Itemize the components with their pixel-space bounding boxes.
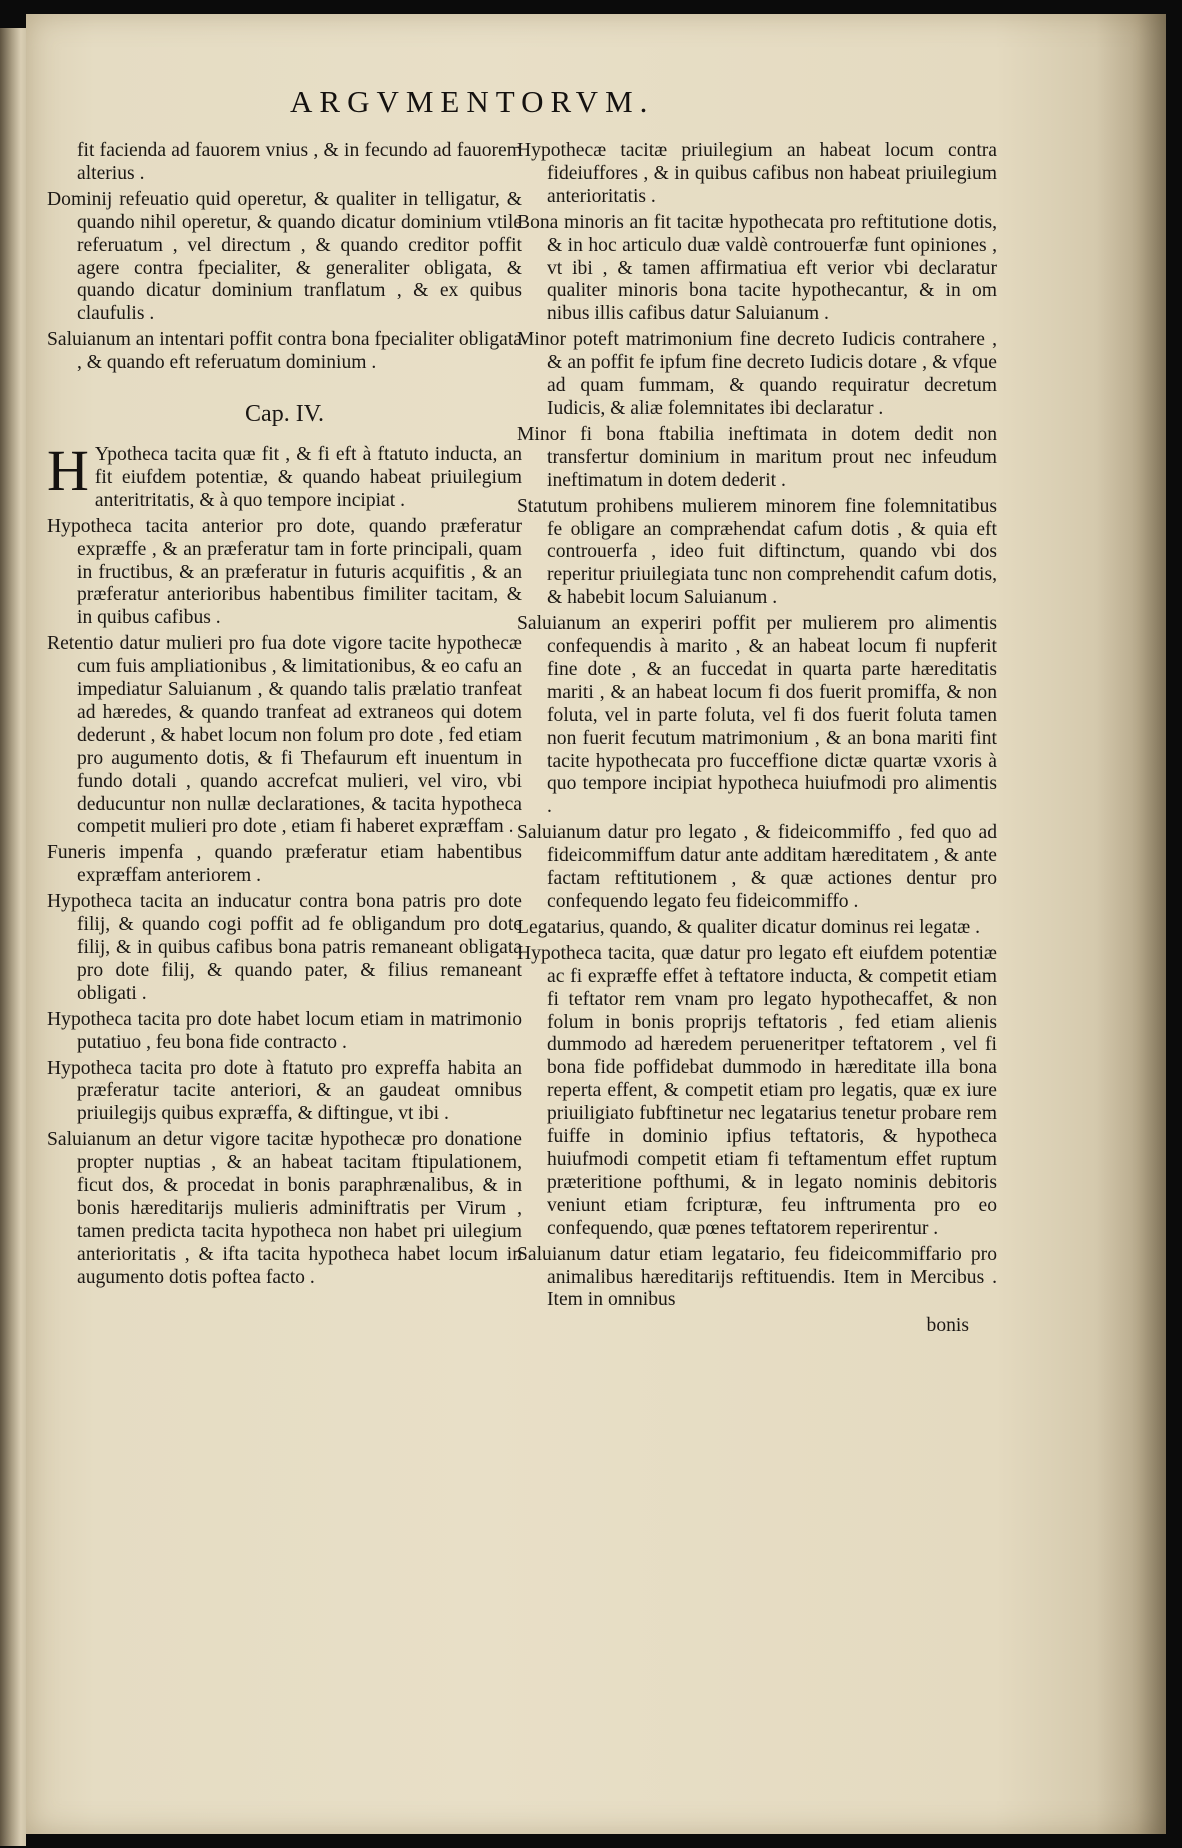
page-edge-shadow: [1096, 14, 1166, 1834]
index-entry: Saluianum an experiri poffit per mulierem pro alimentis confequendis à marito , & an habeat locum fi nupferit fine dote , & an fuccedat in quarta parte hæreditatis mariti , & an habeat locum fi dos fuerit promiffa, & non foluta, vel in parte foluta, vel fi dos fuerit foluta tamen non fuerit fecutum matrimonium , & an bona mariti fint tacite hypothecata pro fucceffione dictæ quartæ vxoris à quo tempore incipiat hypotheca huiufmodi pro alimentis .: [517, 613, 997, 818]
left-column: [47, 140, 522, 1293]
index-entry: Saluianum an detur vigore tacitæ hypothecæ pro donatione propter nuptias , & an habeat tacitam ftipulationem, ficut dos, & procedat in bonis paraphrænalibus, & in bonis hæreditarijs mulieris adminiftratis per Virum , tamen predicta tacita hypotheca non habet pri uilegium anterioritatis , & ifta tacita hypotheca habet locum in augumento dotis poftea facto .: [47, 1129, 522, 1288]
index-entry: Hypotheca tacita anterior pro dote, quando præferatur expræffe , & an præferatur tam in forte principali, quam in fructibus, & an præferatur in futuris acquifitis , & an præferatur anterioribus habentibus fimiliter tacitam, & in quibus cafibus .: [47, 515, 522, 629]
catchword: bonis: [926, 1315, 969, 1337]
chapter-first-entry: [47, 437, 522, 513]
index-entry: Hypotheca tacita an inducatur contra bona patris pro dote filij, & quando cogi poffit ad fe obligandum pro dote filij, & in quibus cafibus bona patris remaneant obligata pro dote filij, & quando pater, & filius remaneant obligati .: [47, 891, 522, 1004]
index-entry: Saluianum datur etiam legatario, feu fideicommiffario pro animalibus hæreditarijs reftituendis. Item in Mercibus . Item in omnibus: [517, 1243, 997, 1311]
drop-cap: H: [47, 437, 89, 503]
index-entry: Dominij refeuatio quid operetur, & qualiter in telligatur, & quando nihil operetur, & quando dicatur dominium vtile referuatum , vel directum , & quando creditor poffit agere contra fpecialiter, & generaliter obligata, & quando dicatur dominium tranflatum , & ex quibus claufulis .: [47, 188, 522, 325]
chapter-heading: Cap. IV.: [245, 401, 324, 428]
index-entry: Minor poteft matrimonium fine decreto Iudicis contrahere , & an poffit fe ipfum fine decreto Iudicis dotare , & vfque ad quam fummam, & quando requiratur decretum Iudicis, & aliæ folemnitates ibi declaratur .: [517, 329, 997, 419]
index-entry: Retentio datur mulieri pro fua dote vigore tacite hypothecæ cum fuis ampliationibus , & limitationibus, & eo cafu an impediatur Saluianum , & quando talis prælatio tranfeat ad hæredes, & quando tranfeat ad extraneos qui dotem dederunt , & habet locum non folum pro dote , fed etiam pro augumento dotis, & fi Thefaurum eft inuentum in fundo dotali , quando accrefcat mulieri, vel viro, vbi deducuntur non nullæ declarationes, & tacita hypotheca competit mulieri pro dote , etiam fi haberet expræffam .: [47, 633, 522, 838]
index-entry: Funeris impenfa , quando præferatur etiam habentibus expræffam anteriorem .: [47, 842, 522, 887]
index-entry: Legatarius, quando, & qualiter dicatur dominus rei legatæ .: [517, 916, 981, 938]
index-entry: Hypotheca tacita pro dote à ftatuto pro expreffa habita an præferatur tacite anteriori, & an gaudeat omnibus priuilegijs quibus expræffa, & diftingue, vt ibi .: [47, 1057, 522, 1125]
index-entry: Minor fi bona ftabilia ineftimata in dotem dedit non transfertur dominium in maritum prout nec infeudum ineftimatum in dotem dederit .: [517, 423, 997, 491]
index-entry: Statutum prohibens mulierem minorem fine folemnitatibus fe obligare an compræhendat cafum dotis , & quia eft controuerfa , ideo fuit diftinctum, quando vbi dos reperitur priuilegiata tunc non comprehendit cafum dotis, & habebit locum Saluianum .: [517, 495, 997, 609]
right-column: [517, 140, 997, 1338]
running-header: ARGVMENTORVM.: [290, 84, 655, 119]
index-entry: Hypothecæ tacitæ priuilegium an habeat locum contra fideiuffores , & in quibus cafibus non habeat priuilegium anterioritatis .: [517, 140, 997, 207]
book-spine: [0, 28, 26, 1846]
index-entry: Hypotheca tacita pro dote habet locum etiam in matrimonio putatiuo , feu bona fide contracto .: [47, 1008, 522, 1053]
chapter-first-text: Ypotheca tacita quæ fit , & fi eft à ftatuto inducta, an fit eiufdem potentiæ, & quando habeat priuilegium anteritritatis, & à quo tempore incipiat .: [94, 443, 522, 511]
intro-continuation: fit facienda ad fauorem vnius , & in fecundo ad fauorem alterius .: [77, 140, 522, 184]
index-entry: Saluianum datur pro legato , & fideicommiffo , fed quo ad fideicommiffum datur ante additam hæreditatem , & ante factam reftitutionem , & quæ actiones dentur pro confequendo legato feu fideicommiffo .: [517, 822, 997, 912]
index-entry: Bona minoris an fit tacitæ hypothecata pro reftitutione dotis, & in hoc articulo duæ valdè controuerfæ funt opiniones , vt ibi , & tamen affirmatiua eft verior vbi declaratur qualiter minoris bona tacite hypothecantur, & in om nibus illis cafibus datur Saluianum .: [517, 211, 997, 325]
index-entry: Saluianum an intentari poffit contra bona fpecialiter obligata , & quando eft referuatum dominium .: [47, 329, 522, 374]
index-entry: Hypotheca tacita, quæ datur pro legato eft eiufdem potentiæ ac fi expræffe effet à teftatore inducta, & competit etiam fi teftator rem vnam pro legato hypothecaffet, & non folum in bonis proprijs teftatoris , fed etiam alienis dummodo ad hæredem perueneritper teftatorem , vel fi bona fide poffidebat dummodo in hæreditate illa bona reperta effent, & competit etiam pro legatis, quæ ex iure priuiligiato fubftinetur nec legatarius tenetur probare rem fuiffe in dominio ipfius teftatoris, & hypotheca huiufmodi competit etiam fi teftamentum effet ruptum præteritione pofthumi, & in legato nominis debitoris veniunt etiam fcripturæ, feu inftrumenta pro eo confequendo, quæ pœnes teftatorem reperirentur .: [517, 942, 997, 1239]
